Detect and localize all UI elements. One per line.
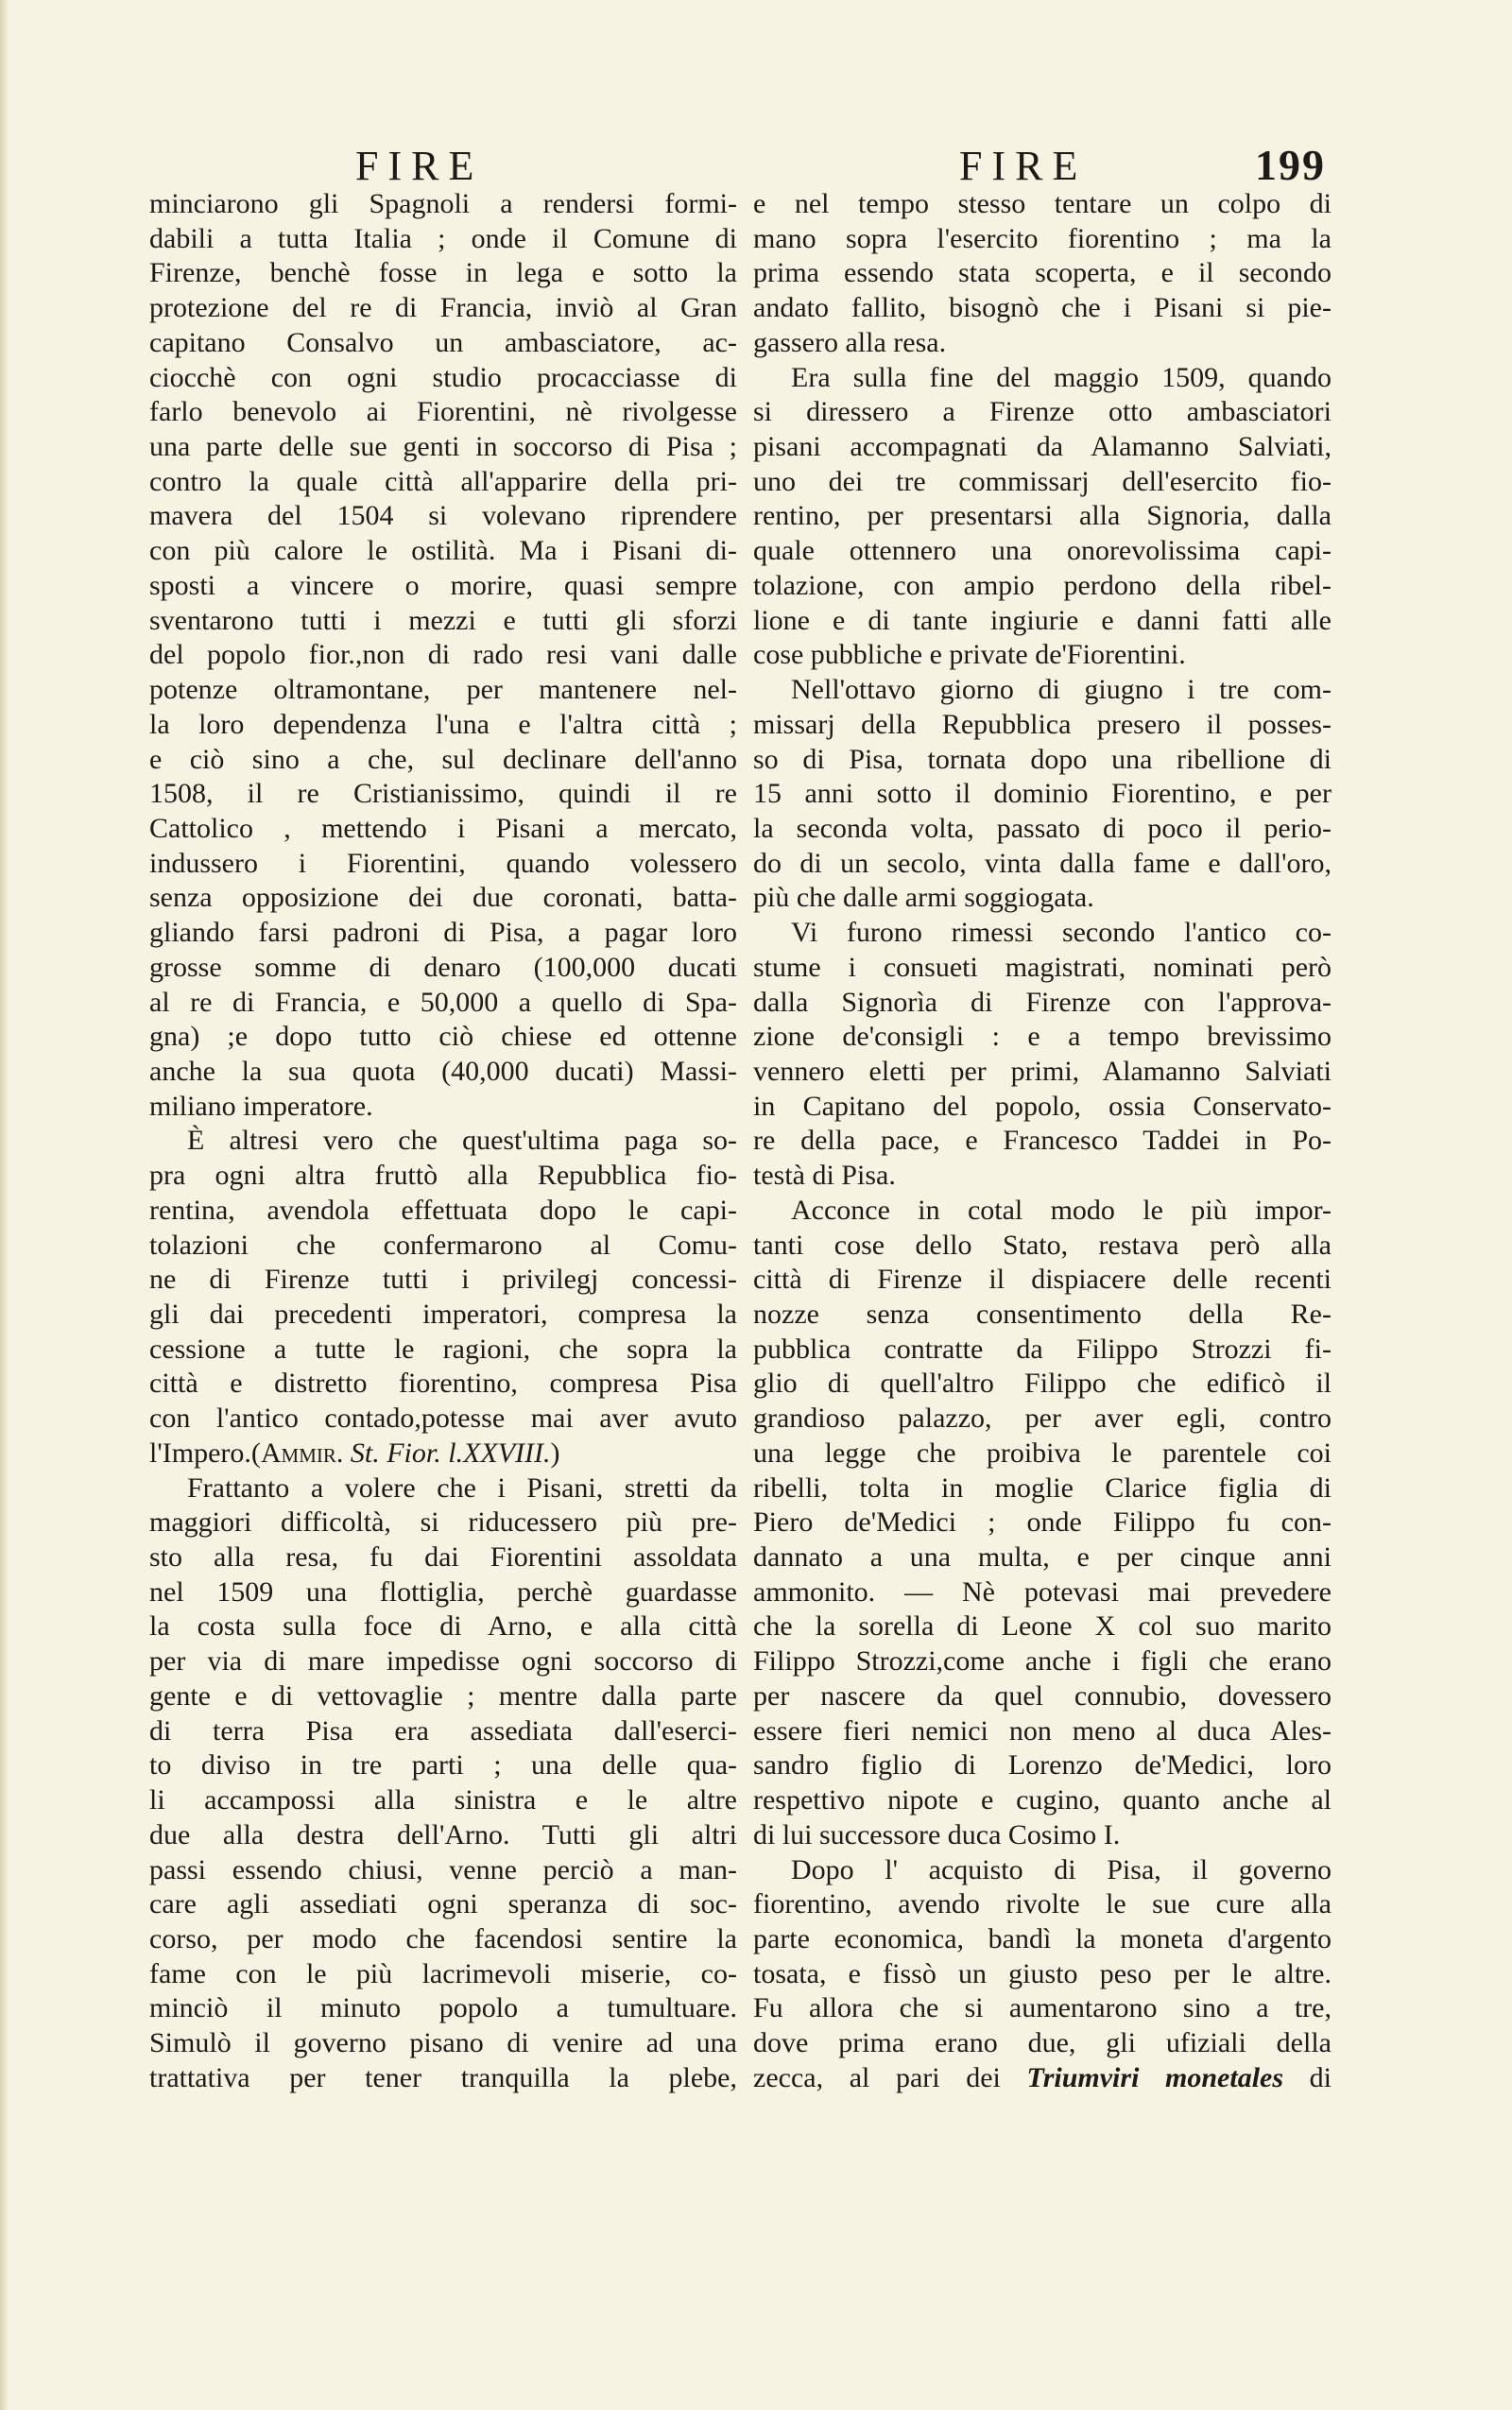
text-line: ne di Firenze tutti i privilegj concessi- — [149, 1264, 737, 1296]
text-line: al re di Francia, e 50,000 a quello di Spa- — [149, 986, 737, 1018]
text-line: re della pace, e Francesco Taddei in Po- — [753, 1125, 1332, 1157]
text-line: cessione a tutte le ragioni, che sopra la — [149, 1333, 737, 1365]
text-line: gassero alla resa. — [753, 326, 947, 358]
text-line: Fu allora che si aumentarono sino a tre, — [753, 1992, 1332, 2024]
text-line: con più calore le ostilità. Ma i Pisani di- — [149, 535, 737, 567]
text-line: care agli assediati ogni speranza di soc- — [149, 1888, 737, 1920]
running-head-right: FIRE — [959, 143, 1088, 189]
text-line: due alla destra dell'Arno. Tutti gli altri — [149, 1818, 737, 1851]
text-line: grosse somme di denaro (100,000 ducati — [149, 951, 737, 983]
text-line: in Capitano del popolo, ossia Conservato- — [753, 1090, 1332, 1122]
text-line: missarj della Repubblica presero il posses- — [753, 708, 1332, 740]
text-line: zione de'consigli : e a tempo brevissimo — [753, 1021, 1332, 1053]
page-binding-edge — [0, 0, 8, 2410]
text-line: uno dei tre commissarj dell'esercito fio- — [753, 465, 1332, 497]
text-line: del popolo fior.,non di rado resi vani dalle — [149, 639, 737, 671]
text-line: pubblica contratte da Filippo Strozzi fi- — [753, 1333, 1332, 1365]
text-line: e nel tempo stesso tentare un colpo di — [753, 188, 1332, 219]
citation-work: St. Fior. l.XXVIII. — [343, 1437, 551, 1469]
text-line: farlo benevolo ai Fiorentini, nè rivolgesse — [149, 396, 737, 428]
text-line: si diressero a Firenze otto ambasciatori — [753, 396, 1332, 428]
text-line: tolazione, con ampio perdono della ribel- — [753, 569, 1332, 601]
text-line: sposti a vincere o morire, quasi sempre — [149, 569, 737, 601]
text-line: sventarono tutti i mezzi e tutti gli sforzi — [149, 604, 737, 636]
text-line: grandioso palazzo, per aver egli, contro — [753, 1403, 1332, 1435]
text-line: fiorentino, avendo rivolte le sue cure alla — [753, 1888, 1332, 1920]
text-line: so di Pisa, tornata dopo una ribellione di — [753, 743, 1332, 775]
text-line: gliando farsi padroni di Pisa, a pagar loro — [149, 917, 737, 949]
text-line: Filippo Strozzi,come anche i figli che erano — [753, 1645, 1332, 1678]
text-line: glio di quell'altro Filippo che edificò il — [753, 1368, 1332, 1400]
text-line: respettivo nipote e cugino, quanto anche al — [753, 1784, 1332, 1816]
text-line: ribelli, tolta in moglie Clarice figlia di — [753, 1472, 1332, 1504]
text-line: dabili a tutta Italia ; onde il Comune di — [149, 222, 737, 254]
text-line: tanti cose dello Stato, restava però alla — [753, 1229, 1332, 1261]
text-line: 15 anni sotto il dominio Fiorentino, e per — [753, 778, 1332, 810]
text-line: nel 1509 una flottiglia, perchè guardasse — [149, 1575, 737, 1608]
text-line: senza opposizione dei due coronati, batta- — [149, 882, 737, 914]
text-line: tolazioni che confermarono al Comu- — [149, 1229, 737, 1261]
text-line: Acconce in cotal modo le più impor- — [791, 1194, 1332, 1226]
text-line: Frattanto a volere che i Pisani, stretti da — [187, 1472, 737, 1504]
text-line: vennero eletti per primi, Alamanno Salviati — [753, 1055, 1332, 1087]
text-line: più che dalle armi soggiogata. — [753, 882, 1094, 914]
text-line: pisani accompagnati da Alamanno Salviati, — [753, 431, 1332, 463]
page-number: 199 — [1255, 141, 1326, 189]
text-line: miliano imperatore. — [149, 1090, 373, 1122]
text-line: protezione del re di Francia, inviò al Gran — [149, 292, 737, 324]
text-line: minciarono gli Spagnoli a rendersi formi- — [149, 188, 737, 219]
text-line: quale ottennero una onorevolissima capi- — [753, 535, 1332, 567]
text-line: rentina, avendola effettuata dopo le capi- — [149, 1194, 737, 1226]
text-line: essere fieri nemici non meno al duca Ales- — [753, 1714, 1332, 1747]
text-line: lione e di tante ingiurie e danni fatti alle — [753, 604, 1332, 636]
text-line: li accampossi alla sinistra e le altre — [149, 1784, 737, 1816]
text-line: di lui successore duca Cosimo I. — [753, 1818, 1121, 1851]
text-line: per nascere da quel connubio, dovessero — [753, 1679, 1332, 1712]
text-line: capitano Consalvo un ambasciatore, ac- — [149, 326, 737, 358]
text-line: corso, per modo che facendosi sentire la — [149, 1922, 737, 1954]
text-line: indussero i Fiorentini, quando volessero — [149, 847, 737, 879]
text-line: per via di mare impedisse ogni soccorso di — [149, 1645, 737, 1678]
text-line: una legge che proibiva le parentele coi — [753, 1437, 1332, 1469]
text-line: Nell'ottavo giorno di giugno i tre com- — [791, 674, 1332, 706]
text-line: città di Firenze il dispiacere delle recenti — [753, 1264, 1332, 1296]
text-line: to diviso in tre parti ; una delle qua- — [149, 1749, 737, 1782]
text-line: la costa sulla foce di Arno, e alla città — [149, 1610, 737, 1643]
text-line: l'Impero.(Ammir. St. Fior. l.XXVIII.) — [149, 1437, 560, 1469]
text-line: gna) ;e dopo tutto ciò chiese ed ottenne — [149, 1021, 737, 1053]
right-text-column — [753, 187, 1332, 2096]
text-line: do di un secolo, vinta dalla fame e dall'oro, — [753, 847, 1332, 879]
text-line: dove prima erano due, gli ufiziali della — [753, 2027, 1332, 2059]
text-line: Piero de'Medici ; onde Filippo fu con- — [753, 1506, 1332, 1539]
text-line: Vi furono rimessi secondo l'antico co- — [791, 917, 1332, 949]
text-line: Era sulla fine del maggio 1509, quando — [791, 361, 1332, 393]
text-line: Dopo l' acquisto di Pisa, il governo — [791, 1853, 1332, 1885]
text-line: tosata, e fissò un giusto peso per le altre. — [753, 1957, 1332, 1989]
left-text-column — [149, 187, 737, 2096]
text-line: di terra Pisa era assediata dall'eserci- — [149, 1714, 737, 1747]
running-head-left: FIRE — [355, 143, 484, 189]
text-line: stume i consueti magistrati, nominati però — [753, 951, 1332, 983]
text-line: Simulò il governo pisano di venire ad una — [149, 2027, 737, 2059]
text-line: pra ogni altra fruttò alla Repubblica fio- — [149, 1160, 737, 1192]
text-line: la seconda volta, passato di poco il perio- — [753, 812, 1332, 844]
text-line: trattativa per tener tranquilla la plebe, — [149, 2061, 737, 2093]
text-line: ciocchè con ogni studio procacciasse di — [149, 361, 737, 393]
text-line: testà di Pisa. — [753, 1160, 896, 1192]
text-line: cose pubbliche e private de'Fiorentini. — [753, 639, 1186, 671]
italic-term: Triumviri monetales — [1026, 2061, 1284, 2093]
text-line: Firenze, benchè fosse in lega e sotto la — [149, 257, 737, 289]
text-line: mavera del 1504 si volevano riprendere — [149, 500, 737, 532]
text-line: la loro dependenza l'una e l'altra città ; — [149, 708, 737, 740]
text-line: andato fallito, bisognò che i Pisani si pie- — [753, 292, 1332, 324]
text-line: dalla Signorìa di Firenze con l'approva- — [753, 986, 1332, 1018]
text-line: rentino, per presentarsi alla Signoria, dalla — [753, 500, 1332, 532]
citation-author: Ammir. — [260, 1437, 344, 1469]
text-line: anche la sua quota (40,000 ducati) Massi- — [149, 1055, 737, 1087]
text-line: mano sopra l'esercito fiorentino ; ma la — [753, 222, 1332, 254]
text-line: prima essendo stata scoperta, e il secondo — [753, 257, 1332, 289]
text-line: ammonito. — Nè potevasi mai prevedere — [753, 1575, 1332, 1608]
text-line: una parte delle sue genti in soccorso di Pisa ; — [149, 431, 737, 463]
text-line: minciò il minuto popolo a tumultuare. — [149, 1992, 737, 2024]
text-line: e ciò sino a che, sul declinare dell'anno — [149, 743, 737, 775]
text-line: È altresi vero che quest'ultima paga so- — [187, 1125, 737, 1157]
text-line: città e distretto fiorentino, compresa Pisa — [149, 1368, 737, 1400]
text-line: gente e di vettovaglie ; mentre dalla parte — [149, 1679, 737, 1712]
text-line: maggiori difficoltà, si riducessero più pre- — [149, 1506, 737, 1539]
text-line: contro la quale città all'apparire della pri- — [149, 465, 737, 497]
text-line: potenze oltramontane, per mantenere nel- — [149, 674, 737, 706]
text-line: fame con le più lacrimevoli miserie, co- — [149, 1957, 737, 1989]
text-line: passi essendo chiusi, venne perciò a man- — [149, 1853, 737, 1885]
text-line: con l'antico contado,potesse mai aver avuto — [149, 1403, 737, 1435]
text-line: 1508, il re Cristianissimo, quindi il re — [149, 778, 737, 810]
text-line: gli dai precedenti imperatori, compresa la — [149, 1299, 737, 1330]
text-line: sandro figlio di Lorenzo de'Medici, loro — [753, 1749, 1332, 1782]
text-line: nozze senza consentimento della Re- — [753, 1299, 1332, 1330]
text-line: dannato a una multa, e per cinque anni — [753, 1541, 1332, 1574]
text-line: parte economica, bandì la moneta d'argento — [753, 1922, 1332, 1954]
text-line: che la sorella di Leone X col suo marito — [753, 1610, 1332, 1643]
text-line: zecca, al pari dei Triumviri monetales di — [753, 2061, 1332, 2093]
text-line: Cattolico , mettendo i Pisani a mercato, — [149, 812, 737, 844]
text-line: sto alla resa, fu dai Fiorentini assoldata — [149, 1541, 737, 1574]
